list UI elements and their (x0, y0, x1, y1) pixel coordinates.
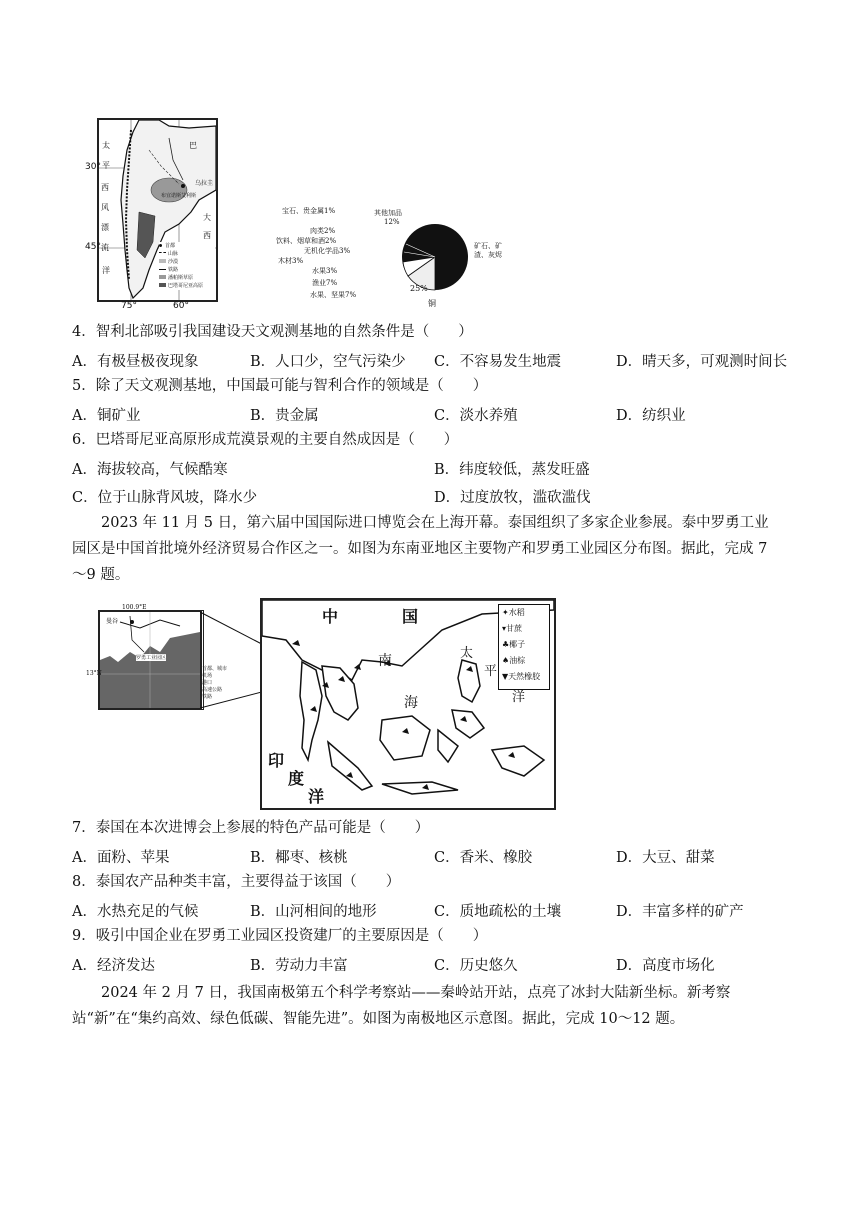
pie-label-chemicals: 无机化学品3% (304, 247, 351, 255)
question-9-stem: 9．吸引中国企业在罗勇工业园区投资建厂的主要原因是（ ） (72, 928, 488, 944)
rubber-icon: ▼ (502, 672, 509, 681)
label-south-sea-1: 南 (378, 653, 392, 669)
sugarcane-icon: ▾ (502, 624, 507, 633)
coconut-icon: ♣ (502, 640, 510, 649)
place-label-ba: 巴 (189, 141, 197, 150)
pie-label-other-pct: 12% (384, 218, 400, 226)
question-8-stem: 8．泰国农产品种类丰富，主要得益于该国（ ） (72, 874, 401, 890)
place-label-buenos-aires: 布宜诺斯艾利斯 (161, 193, 197, 199)
pie-label-fruit: 水果3% (312, 267, 338, 275)
label-pacific-1: 太 (460, 646, 474, 661)
legend-rubber: ▼天然橡胶 (502, 672, 541, 681)
inset-legend-highway: 高速公路 (202, 687, 223, 693)
question-8-option-b[interactable]: B．山河相间的地形 (250, 904, 377, 920)
passage-1: 2023 年 11 月 5 日，第六届中国国际进口博览会在上海开幕。泰国组织了多家企业参展。泰中罗勇工业园区是中国首批境外经济贸易合作区之一。如图为东南亚地区主要物产和罗勇工业园区分布图。据此，完成 7～9 题。 (72, 515, 769, 583)
sea-label-3: 洋 (102, 266, 110, 275)
pie-graphic (400, 222, 470, 292)
place-label-feng: 风 (101, 203, 109, 212)
inset-legend-railway: 铁路 (202, 694, 213, 700)
question-7-option-a[interactable]: A．面粉、苹果 (72, 850, 170, 866)
lat-label-30: 30° (85, 162, 101, 172)
sea-label-1: 太 (102, 141, 110, 150)
question-4-option-a[interactable]: A．有极昼极夜现象 (72, 354, 199, 370)
product-legend (498, 604, 550, 690)
pie-label-copper: 铜 (428, 299, 436, 308)
pie-label-gems: 宝石、贵金属1% (282, 207, 336, 215)
label-pacific-2: 平 (484, 664, 498, 679)
south-america-map (85, 118, 218, 311)
inset-label-bangkok: 曼谷 (106, 618, 119, 625)
legend-rice: ✦水稻 (502, 608, 525, 617)
question-5-stem: 5．除了天文观测基地，中国最可能与智利合作的领域是（ ） (72, 378, 488, 394)
inset-legend-airport: 机场 (202, 673, 213, 679)
lon-label-75: 75° (121, 301, 137, 311)
question-4-option-d[interactable]: D．晴天多，可观测时间长 (616, 354, 788, 370)
question-9-option-c[interactable]: C．历史悠久 (434, 958, 518, 974)
pie-label-pct: 25% (410, 284, 428, 293)
legend-sugarcane: ▾甘蔗 (502, 624, 523, 633)
question-6-option-c[interactable]: C．位于山脉背风坡，降水少 (72, 490, 258, 506)
question-4-option-c[interactable]: C．不容易发生地震 (434, 354, 562, 370)
sea-label-4: 大 (203, 213, 211, 222)
inset-legend-city: 首都、城市 (202, 666, 228, 672)
legend-oil-palm: ♠油棕 (502, 656, 526, 665)
legend-mountain: 山脉 (159, 250, 215, 258)
legend-coconut: ♣椰子 (502, 640, 526, 649)
question-5-option-b[interactable]: B．贵金属 (250, 408, 319, 424)
legend-railway: 铁路 (159, 266, 215, 274)
pie-label-ore: 矿石、矿渣、灰烬 (474, 242, 502, 259)
pie-label-beverage: 饮料、烟草和酒2% (276, 237, 337, 245)
place-label-xi: 西 (101, 183, 109, 192)
southeast-asia-map (260, 598, 556, 810)
question-8-option-c[interactable]: C．质地疏松的土壤 (434, 904, 562, 920)
legend-desert: 沙漠 (159, 258, 215, 266)
legend-pampas: 潘帕斯草原 (159, 274, 215, 282)
pie-label-other: 其他加品 (374, 209, 402, 217)
label-south-sea-2: 海 (404, 695, 418, 711)
pie-label-nuts: 水果、坚果7% (310, 291, 357, 299)
question-6-option-d[interactable]: D．过度放牧，滥砍滥伐 (434, 490, 591, 506)
map-legend (159, 242, 215, 290)
pie-label-wood: 木材3% (278, 257, 304, 265)
legend-patagonia: 巴塔哥尼亚高原 (159, 282, 215, 290)
export-pie-chart (276, 200, 502, 310)
lat-label-45: 45° (85, 242, 101, 252)
oil-palm-icon: ♠ (502, 656, 510, 665)
question-7-option-c[interactable]: C．香米、橡胶 (434, 850, 533, 866)
sea-label-5: 西 (203, 231, 211, 240)
pie-label-meat: 肉类2% (310, 227, 336, 235)
inset-outer-frame (98, 610, 204, 710)
inset-label-rayong: 罗勇工业园区 (136, 655, 167, 661)
label-china-1: 中 (322, 607, 339, 626)
lon-label-60: 60° (173, 301, 189, 311)
label-pacific-3: 洋 (512, 690, 526, 705)
rice-icon: ✦ (502, 608, 509, 617)
question-7-stem: 7．泰国在本次进博会上参展的特色产品可能是（ ） (72, 820, 430, 836)
question-5-option-a[interactable]: A．铜矿业 (72, 408, 141, 424)
place-label-liu: 流 (101, 243, 109, 252)
question-7-option-d[interactable]: D．大豆、甜菜 (616, 850, 715, 866)
question-9-option-d[interactable]: D．高度市场化 (616, 958, 715, 974)
question-7-option-b[interactable]: B．椰枣、核桃 (250, 850, 348, 866)
question-8-option-a[interactable]: A．水热充足的气候 (72, 904, 199, 920)
inset-legend-port: 港口 (202, 680, 213, 686)
question-4-option-b[interactable]: B．人口少，空气污染少 (250, 354, 406, 370)
question-8-option-d[interactable]: D．丰富多样的矿产 (616, 904, 744, 920)
inset-lon-label: 100.9°E (122, 604, 147, 611)
question-9-option-b[interactable]: B．劳动力丰富 (250, 958, 348, 974)
pie-label-fishery: 渔业7% (312, 279, 338, 287)
sea-label-2: 平 (102, 161, 110, 170)
question-6-option-b[interactable]: B．纬度较低，蒸发旺盛 (434, 462, 590, 478)
place-label-uruguay: 乌拉圭 (195, 180, 214, 187)
label-indian-3: 洋 (308, 787, 325, 806)
label-indian-2: 度 (288, 769, 305, 788)
question-6-stem: 6．巴塔哥尼亚高原形成荒漠景观的主要自然成因是（ ） (72, 432, 459, 448)
place-label-piao: 漂 (101, 223, 109, 232)
question-5-option-d[interactable]: D．纺织业 (616, 408, 686, 424)
question-9-option-a[interactable]: A．经济发达 (72, 958, 155, 974)
question-4-stem: 4．智利北部吸引我国建设天文观测基地的自然条件是（ ） (72, 324, 473, 340)
question-5-option-c[interactable]: C．淡水养殖 (434, 408, 518, 424)
legend-capital: 首都 (159, 242, 215, 250)
passage-2: 2024 年 2 月 7 日，我国南极第五个科学考察站——秦岭站开站，点亮了冰封大陆新坐标。新考察站“新”在“集约高效、绿色低碳、智能先进”。如图为南极地区示意图。据此，完成 10～12 题。 (72, 985, 731, 1027)
label-indian-1: 印 (268, 751, 285, 770)
question-6-option-a[interactable]: A．海拔较高，气候酷寒 (72, 462, 228, 478)
label-china-2: 国 (402, 607, 419, 626)
inset-lat-label: 13°N (86, 670, 102, 677)
